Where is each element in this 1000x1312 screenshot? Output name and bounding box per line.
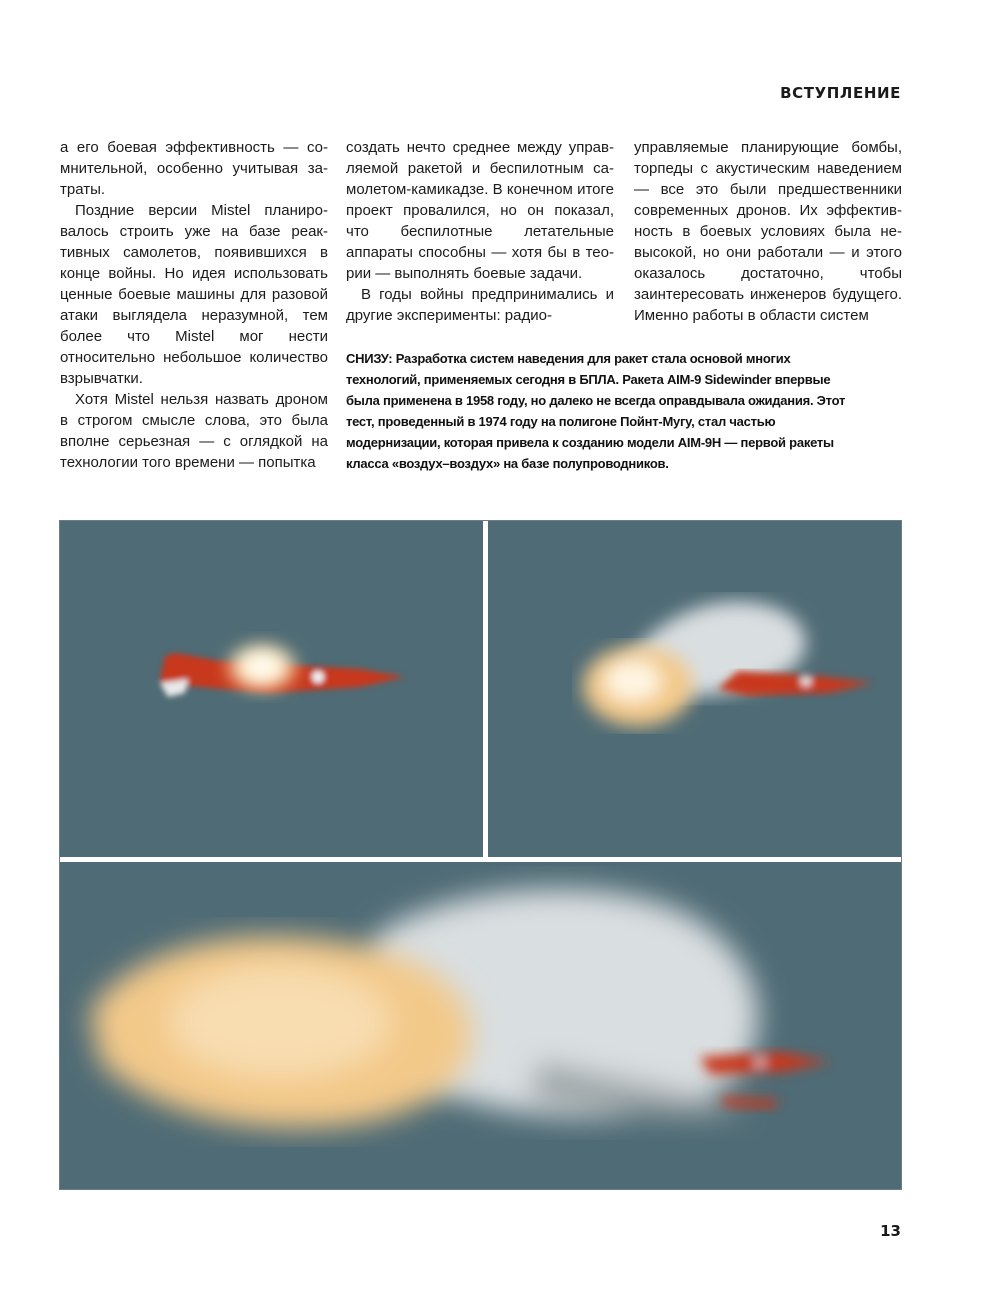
paragraph: создать нечто среднее между управляемой ракетой и беспилотным самолетом-камикадзе. В конечном итоге проект провалился, но он показал, что беспилотные летательные аппараты способны — хотя бы в теории — выполнять боевые задачи.: [346, 139, 614, 282]
paragraph: Поздние версии Mistel планировалось строить уже на базе реактивных самолетов, появившихся в конце войны. Но идея использовать ценные боевые машины для разовой атаки выглядела неразумной, тем более что Mistel мог нести относительно небольшое количество взрывчатки.: [60, 202, 328, 387]
photo-collage: [59, 520, 902, 1190]
paragraph: управляемые планирующие бомбы, торпеды с акустическим наведением — все это были предшественники современных дронов. Их эффективность в боевых условиях была невысокой, но они работали — и этого оказалось достаточно, чтобы заинтересовать инженеров будущего. Именно работы в области систем: [634, 139, 902, 324]
explosion-flash: [220, 637, 304, 697]
photo-missile-impact: [60, 521, 483, 857]
fireball: [583, 646, 693, 726]
section-header: ВСТУПЛЕНИЕ: [780, 84, 901, 102]
paragraph: В годы войны предпринимались и другие эксперименты: радио-: [346, 286, 614, 324]
text-column-3: [634, 137, 902, 326]
text-column-2: [346, 137, 614, 326]
paragraph: а его боевая эффективность — сомнительной, особенно учитывая затраты.: [60, 139, 328, 198]
photo-caption: [346, 348, 866, 474]
paragraph: Хотя Mistel нельзя назвать дроном в строгом смысле слова, это была вполне серьезная — с оглядкой на технологии того времени — попытка: [60, 391, 328, 471]
caption-text: Разработка систем наведения для ракет стала основой многих технологий, применяемых сегодня в БПЛА. Ракета AIM-9 Sidewinder впервые была применена в 1958 году, но далеко не всегда оправдывала ожидания. Этот тест, проведенный в 1974 году на полигоне Пойнт-Мугу, стал частью модернизации, которая привела к созданию модели AIM-9H — первой ракеты класса «воздух–воздух» на базе полупроводников.: [346, 351, 846, 471]
text-column-1: [60, 137, 328, 473]
page-number: 13: [880, 1222, 901, 1240]
photo-explosion-start: [488, 521, 901, 857]
caption-lead: СНИЗУ:: [346, 351, 393, 366]
photo-explosion-full: [60, 862, 901, 1189]
